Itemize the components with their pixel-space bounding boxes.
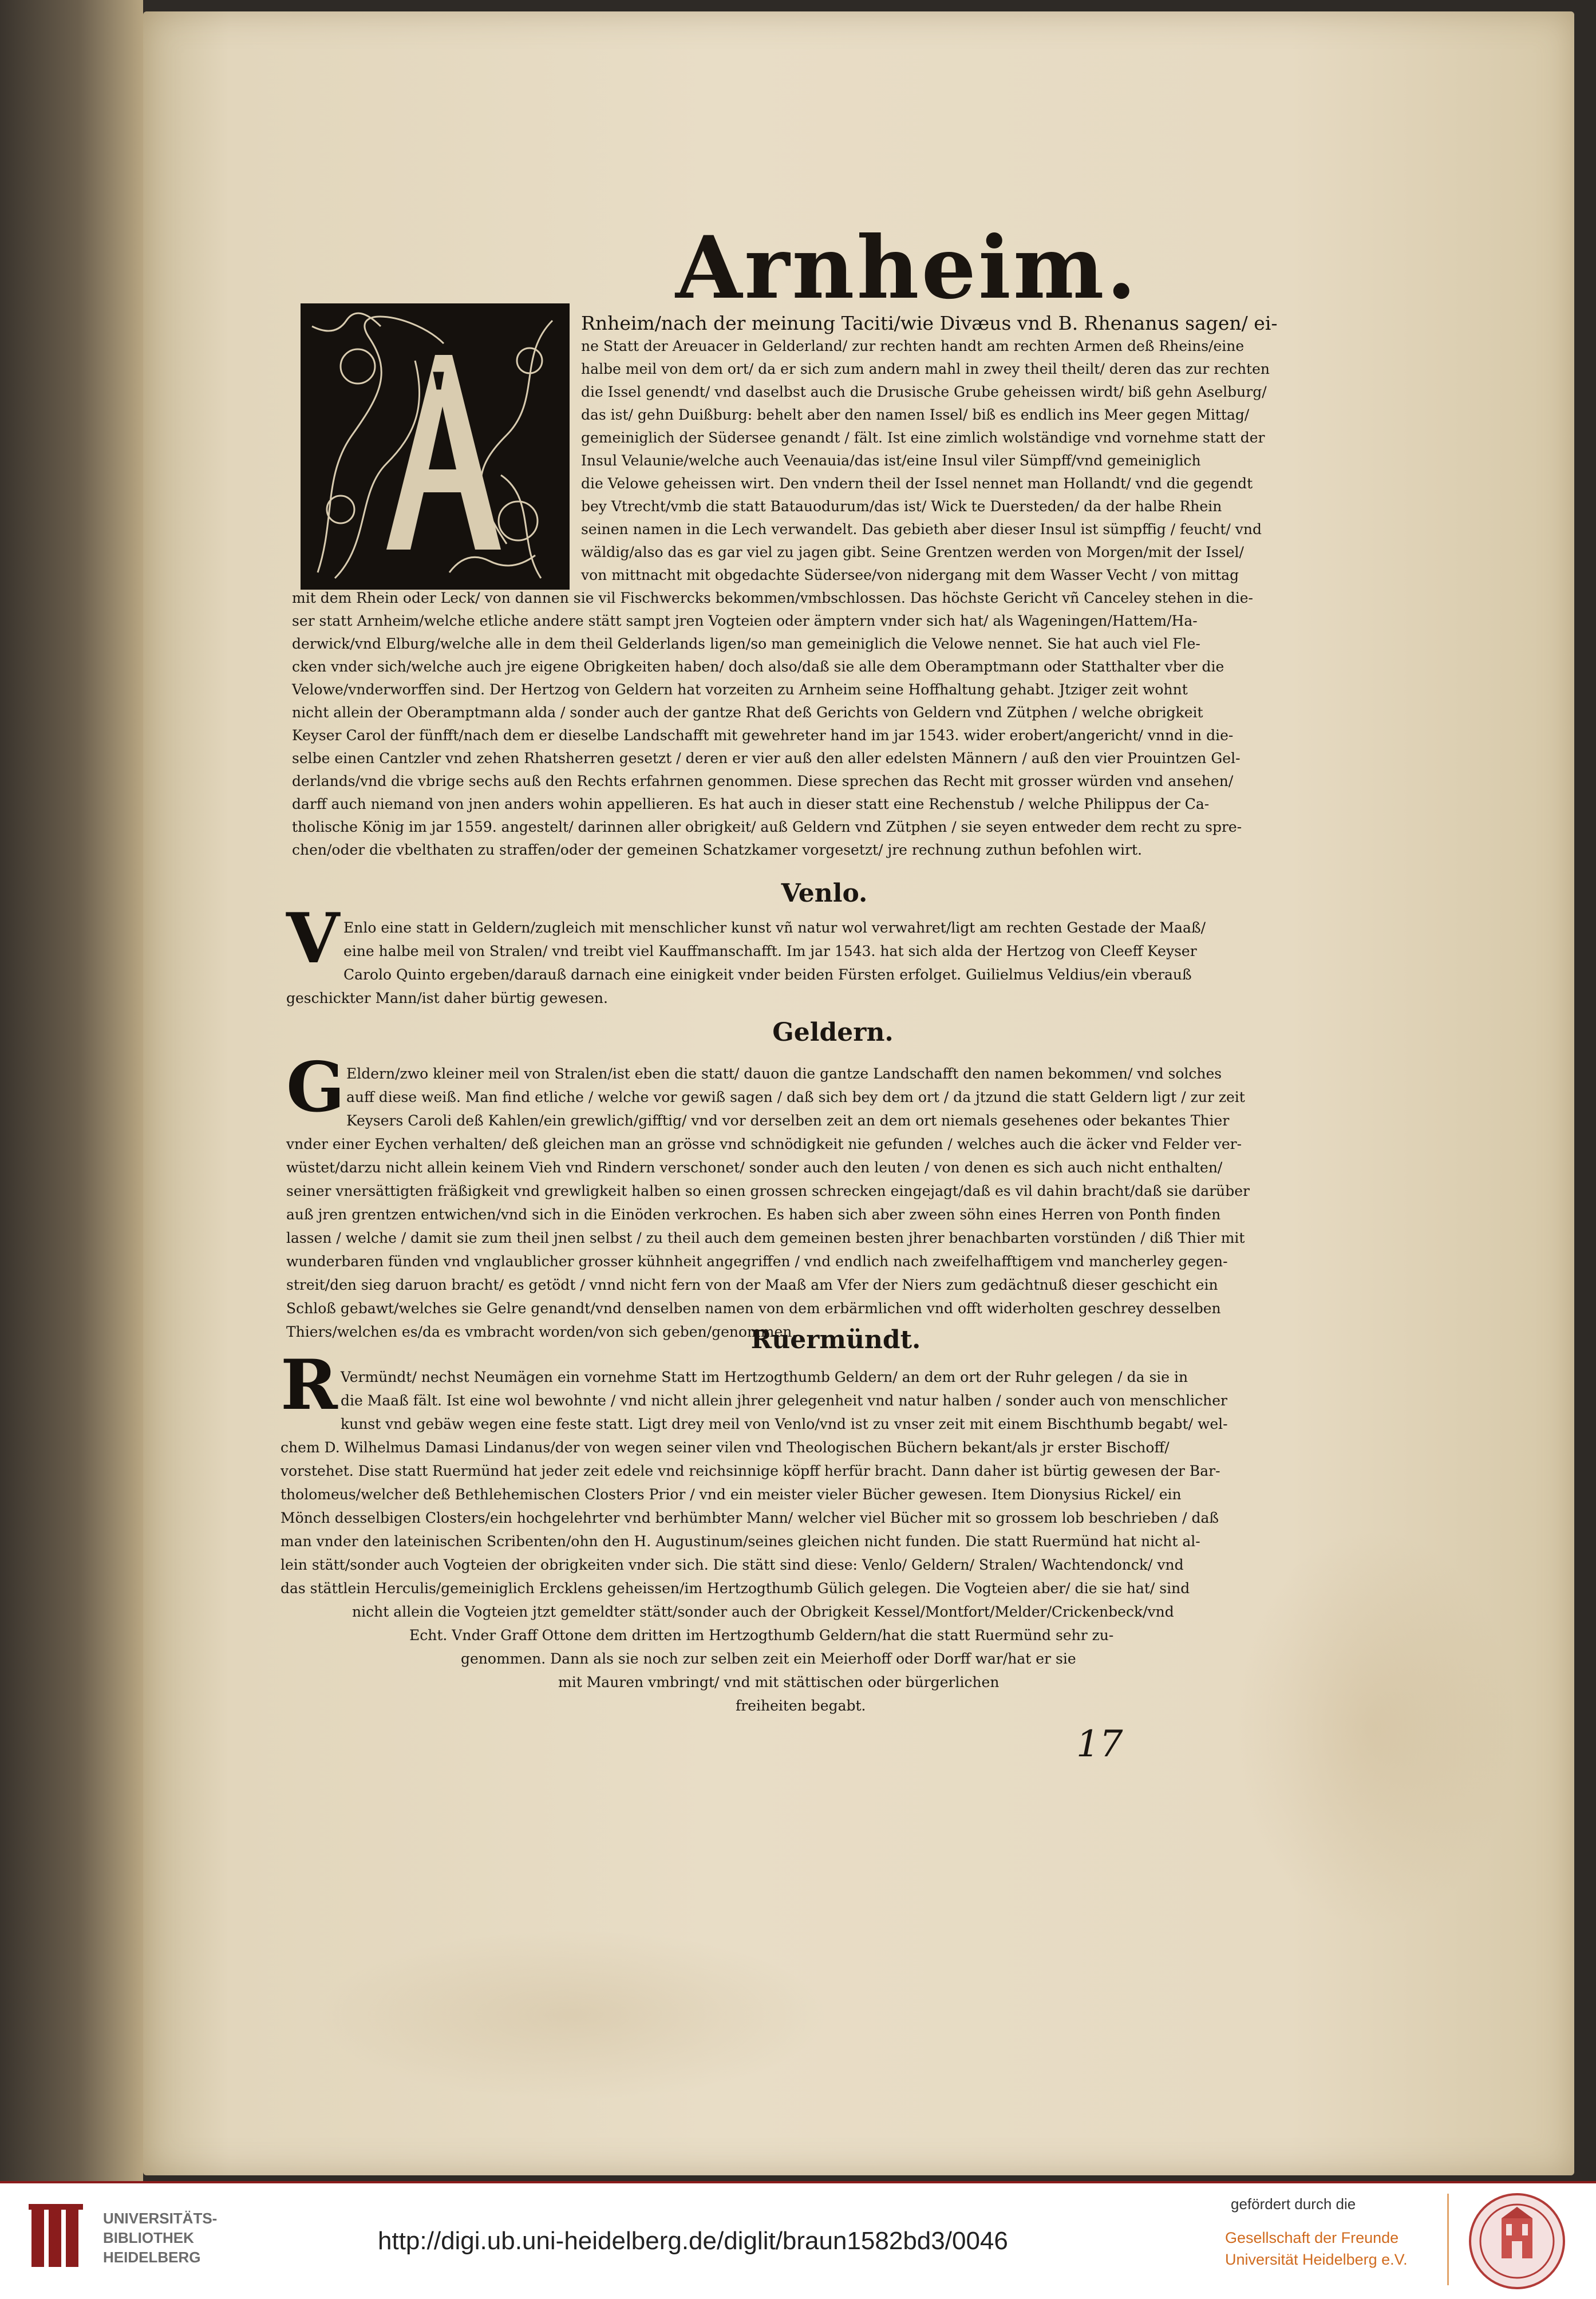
sponsor-line: Gesellschaft der Freunde xyxy=(1225,2229,1399,2246)
text-line: Velowe/vnderworffen sind. Der Hertzog von Geldern hat vorzeiten zu Arnheim seine Hoffhaltung gehabt. Jtziger zeit wohnt xyxy=(292,681,1188,698)
geldern-text xyxy=(286,1062,1371,1344)
text-line: derwick/vnd Elburg/welche alle in dem theil Gelderlands ligen/so man gemeiniglich die Velowe nennet. Sie hat auch viel Fle- xyxy=(292,635,1200,652)
footer-divider xyxy=(0,2181,1596,2183)
library-line: UNIVERSITÄTS- xyxy=(103,2210,218,2227)
text-line: lein stätt/sonder auch Vogteien der obrigkeiten vnder sich. Die stätt sind diese: Venlo/ Geldern/ Stralen/ Wachtendonck/ vnd xyxy=(281,1557,1184,1573)
text-line: wäldig/also das es gar viel zu jagen gibt. Seine Grentzen werden von Morgen/mit der Issel/ xyxy=(581,544,1244,560)
decorated-initial xyxy=(301,303,570,590)
text-line: Keysers Caroli deß Kahlen/ein grewlich/gifftig/ vnd vor derselben zeit an dem ort niemals gesehenes oder bekantes Thier xyxy=(346,1112,1230,1129)
library-line: HEIDELBERG xyxy=(103,2249,201,2266)
text-line: die Velowe geheissen wirt. Den vndern theil der Issel nennet man Hollandt/ vnd die gegendt xyxy=(581,475,1253,492)
text-line: nicht allein die Vogteien jtzt gemeldter stätt/sonder auch der Obrigkeit Kessel/Montfort/Melder/Crickenbeck/vnd xyxy=(352,1603,1174,1620)
text-line: gemeiniglich der Südersee genandt / fält. Ist eine zimlich wolständige vnd vornehme statt der xyxy=(581,429,1265,446)
text-line: nicht allein der Oberamptmann alda / sonder auch der gantze Rhat deß Gerichts von Geldern vnd Zütphen / welche obrigkeit xyxy=(292,704,1203,721)
page-binding-edge xyxy=(0,0,143,2181)
text-line: streit/den sieg daruon bracht/ es getödt / vnnd nicht fern von der Maaß am Vfer der Niers zum gedächtnuß dieser geschicht ein xyxy=(286,1277,1218,1293)
section-heading-venlo: Venlo. xyxy=(781,879,868,908)
venlo-text xyxy=(286,916,1368,1010)
text-line: chem D. Wilhelmus Damasi Lindanus/der von wegen seiner vilen vnd Theologischen Büchern bekant/als jr erster Bischoff/ xyxy=(281,1439,1170,1456)
text-line: man vnder den lateinischen Scribenten/ohn den H. Augustinum/seines gleichen nicht funden. Die statt Ruermünd hat nicht al- xyxy=(281,1533,1200,1550)
text-line: freiheiten begabt. xyxy=(736,1697,866,1714)
library-line: BIBLIOTHEK xyxy=(103,2229,194,2246)
geldern-initial: G xyxy=(286,1047,345,1128)
text-line: auff diese weiß. Man find etliche / welche vor gewiß sagen / daß sich bey dem ort / da jtzund die statt Geldern ligt / zur zeit xyxy=(346,1089,1245,1105)
text-line: eine halbe meil von Stralen/ vnd treibt viel Kauffmanschafft. Im jar 1543. hat sich alda der Hertzog von Cleeff Keyser xyxy=(343,943,1197,959)
text-line: ne Statt der Areuacer in Gelderland/ zur rechten handt am rechten Armen deß Rheins/eine xyxy=(581,338,1245,354)
text-line: cken vnder sich/welche auch jre eigene Obrigkeiten haben/ doch also/daß sie alle dem Oberamptmann oder Statthalter vber die xyxy=(292,658,1224,675)
document-url-link[interactable]: http://digi.ub.uni-heidelberg.de/diglit/braun1582bd3/0046 xyxy=(378,2227,1008,2255)
text-line: Rnheim/nach der meinung Taciti/wie Divæus vnd B. Rhenanus sagen/ ei- xyxy=(581,312,1278,334)
university-library-logo-icon[interactable] xyxy=(29,2204,92,2273)
paper-stain xyxy=(315,1929,830,2101)
text-line: lassen / welche / damit sie zum theil jnen selbst / zu theil auch dem gemeinen besten jhrer benachbarten vorstünden / diß Thier mit xyxy=(286,1230,1245,1246)
text-line: tholomeus/welcher deß Bethlehemischen Closters Prior / vnd ein meister vieler Bücher gewesen. Item Dionysius Rickel/ ein xyxy=(281,1486,1182,1503)
text-line: genommen. Dann als sie noch zur selben zeit ein Meierhoff oder Dorff war/hat er sie xyxy=(461,1650,1076,1667)
text-line: tholische König im jar 1559. angestelt/ darinnen aller obrigkeit/ auß Geldern vnd Zütphen / sie seyen entweder dem recht zu spre- xyxy=(292,819,1242,835)
section-heading-ruermond: Ruermündt. xyxy=(750,1325,921,1354)
section-heading-geldern: Geldern. xyxy=(772,1018,894,1047)
text-line: ser statt Arnheim/welche etliche andere stätt sampt jren Vogteien oder ämptern vnder sich hat/ als Wageningen/Hattem/Ha- xyxy=(292,613,1198,629)
ruermond-text xyxy=(281,1365,1371,1717)
text-line: von mittnacht mit obgedachte Südersee/von nidergang mit dem Wasser Vecht / von mittag xyxy=(581,567,1239,583)
text-line: seiner vnersättigten fräßigkeit vnd grewligkeit halben so einen grossen schrecken eingejagt/daß es vil dahin bracht/daß sie darüber xyxy=(286,1183,1250,1199)
text-line: bey Vtrecht/vmb die statt Batauodurum/das ist/ Wick te Duersteden/ da der halbe Rhein xyxy=(581,498,1222,515)
text-line: auß jren grentzen entwichen/vnd sich in die Einöden verkrochen. Es haben sich aber zween söhn eines Herren von Ponth finden xyxy=(286,1206,1221,1223)
text-line: wunderbaren fünden vnd vnglaublicher grosser kühnheit angegriffen / vnd endlich nach zweifelhafftigem vnd mancherley gegen- xyxy=(286,1253,1228,1270)
decorated-initial-art xyxy=(301,303,570,590)
text-line: derlands/vnd die vbrige sechs auß den Rechts erfahrnen genommen. Diese sprechen das Recht mit grosser würden vnd ansehen/ xyxy=(292,773,1234,789)
text-line: Insul Velaunie/welche auch Veenauia/das ist/eine Insul viler Sümpff/vnd gemeiniglich xyxy=(581,452,1201,469)
text-line: Keyser Carol der fünfft/nach dem er dieselbe Landschafft mit gewehreter hand im jar 1543. wider erobert/angericht/ vnnd in die- xyxy=(292,727,1234,744)
page-number: 17 xyxy=(1076,1723,1123,1765)
text-line: das stättlein Herculis/gemeiniglich Ercklens geheissen/im Hertzogthumb Gülich gelegen. Die Vogteien aber/ die sie hat/ sind xyxy=(281,1580,1190,1597)
arnheim-text-top xyxy=(581,312,1371,587)
text-line: halbe meil von dem ort/ da er sich zum andern mahl in zwey theil theilt/ deren das zur rechten xyxy=(581,361,1270,377)
text-line: mit Mauren vmbringt/ vnd mit stättischen oder bürgerlichen xyxy=(558,1674,1000,1690)
text-line: vorstehet. Dise statt Ruermünd hat jeder zeit edele vnd reichsinnige köpff herfür bracht. Dann daher ist bürtig gewesen der Bar- xyxy=(281,1463,1220,1479)
text-line: Mönch desselbigen Closters/ein hochgelehrter vnd berhümbter Mann/ welcher viel Bücher mit so grossem lob beschrieben / daß xyxy=(281,1510,1219,1526)
text-line: die Issel genendt/ vnd daselbst auch die Drusische Grube geheissen wirdt/ biß gehn Aselburg/ xyxy=(581,384,1267,400)
sponsor-caption: gefördert durch die xyxy=(1231,2195,1356,2213)
university-seal-icon xyxy=(1468,2193,1566,2290)
ruermond-initial: R xyxy=(281,1345,338,1425)
text-line: mit dem Rhein oder Leck/ von dannen sie vil Fischwercks bekommen/vmbschlossen. Das höchste Gericht vñ Canceley stehen in die- xyxy=(292,590,1253,606)
text-line: Enlo eine statt in Geldern/zugleich mit menschlicher kunst vñ natur wol verwahret/ligt am rechten Gestade der Maaß/ xyxy=(343,919,1206,936)
text-line: Schloß gebawt/welches sie Gelre genandt/vnd denselben namen von dem erbärmlichen vnd offt widerholten geschrey desselben xyxy=(286,1300,1221,1317)
text-line: seinen namen in die Lech verwandelt. Das gebieth aber dieser Insul ist sümpffig / feucht/ vnd xyxy=(581,521,1262,538)
sponsor-line: Universität Heidelberg e.V. xyxy=(1225,2251,1408,2268)
text-line: Echt. Vnder Graff Ottone dem dritten im Hertzogthumb Geldern/hat die statt Ruermünd sehr zu- xyxy=(409,1627,1114,1644)
library-name[interactable] xyxy=(103,2209,217,2267)
text-line: Eldern/zwo kleiner meil von Stralen/ist eben die statt/ dauon die gantze Landschafft den namen bekommen/ vnd solches xyxy=(346,1065,1222,1082)
arnheim-text-full xyxy=(292,587,1374,862)
text-line: geschickter Mann/ist daher bürtig gewesen. xyxy=(286,990,608,1006)
text-line: Vermündt/ nechst Neumägen ein vornehme Statt im Hertzogthumb Geldern/ an dem ort der Ruhr gelegen / da sie in xyxy=(341,1369,1188,1385)
text-line: wüstet/darzu nicht allein keinem Vieh vnd Rindern verschonet/ sonder auch den leuten / von denen es sich auch nicht enthalten/ xyxy=(286,1159,1223,1176)
text-line: vnder einer Eychen verhalten/ deß gleichen man an grösse vnd schnödigkeit nie gefunden / welches auch die äcker vnd Felder ver- xyxy=(286,1136,1242,1152)
page-title: Arnheim. xyxy=(675,218,1139,318)
sponsor-link[interactable] xyxy=(1225,2227,1408,2270)
text-line: kunst vnd gebäw wegen eine feste statt. Ligt drey meil von Venlo/vnd ist zu vnser zeit mit einem Bischthumb begabt/ wel- xyxy=(341,1416,1228,1432)
text-line: darff auch niemand von jnen anders wohin appellieren. Es hat auch in dieser statt eine Rechenstub / welche Philippus der Ca- xyxy=(292,796,1210,812)
venlo-initial: V xyxy=(286,898,340,979)
text-line: die Maaß fält. Ist eine wol bewohnte / vnd nicht allein jhrer gelegenheit vnd natur halben / sonder auch von menschlicher xyxy=(341,1392,1227,1409)
text-line: selbe einen Cantzler vnd zehen Rhatsherren gesetzt / deren er vier auß den aller edelsten Männern / auß den vier Prouintzen Gel- xyxy=(292,750,1241,767)
text-line: Carolo Quinto ergeben/darauß darnach eine einigkeit vnder beiden Fürsten erfolget. Guilielmus Veldius/ein vberauß xyxy=(343,966,1192,983)
footer-separator xyxy=(1447,2194,1449,2285)
text-line: das ist/ gehn Duißburg: behelt aber den namen Issel/ biß es endlich ins Meer gegen Mittag/ xyxy=(581,406,1250,423)
text-line: Thiers/welchen es/da es vmbracht worden/von sich geben/genommen. xyxy=(286,1324,797,1340)
text-line: chen/oder die vbelthaten zu straffen/oder der gemeinen Schatzkamer vorgesetzt/ jre rechnung zuthun befohlen wirt. xyxy=(292,842,1142,858)
